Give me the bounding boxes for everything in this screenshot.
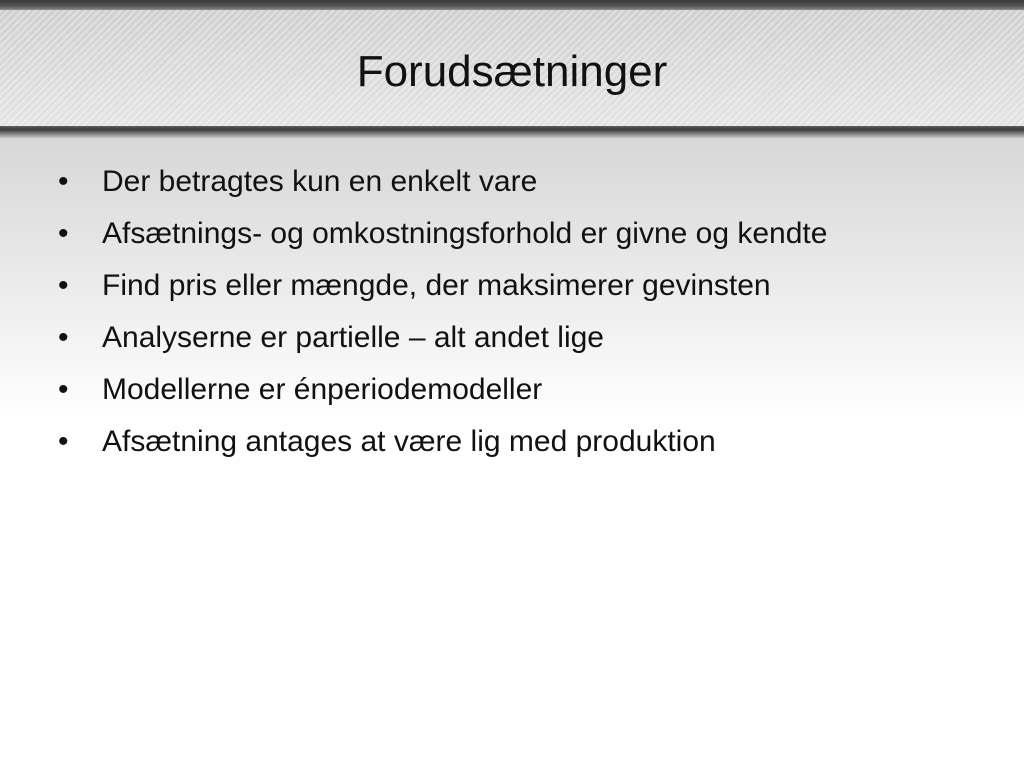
bullet-item — [58, 316, 958, 360]
bullet-item — [58, 368, 958, 412]
bullet-item — [58, 212, 958, 256]
bullet-text: Afsætning antages at være lig med produktion — [102, 425, 716, 458]
bullet-icon: • — [58, 217, 69, 250]
slide-title: Forudsætninger — [356, 47, 668, 96]
bullet-text: Afsætnings- og omkostningsforhold er givne og kendte — [102, 217, 828, 250]
bullet-text: Analyserne er partielle – alt andet lige — [102, 321, 604, 354]
bullet-icon: • — [58, 373, 69, 406]
bullet-list — [58, 160, 958, 472]
bullet-item — [58, 264, 958, 308]
bullet-icon: • — [58, 165, 69, 198]
bullet-text: Find pris eller mængde, der maksimerer gevinsten — [102, 269, 771, 302]
bullet-text: Modellerne er énperiodemodeller — [102, 373, 543, 406]
title-divider — [0, 126, 1024, 138]
bullet-text: Der betragtes kun en enkelt vare — [102, 165, 538, 198]
bullet-icon: • — [58, 269, 69, 302]
bullet-item — [58, 420, 958, 464]
bullet-item — [58, 160, 958, 204]
bullet-icon: • — [58, 321, 69, 354]
bullet-icon: • — [58, 425, 69, 458]
top-border — [0, 0, 1024, 10]
